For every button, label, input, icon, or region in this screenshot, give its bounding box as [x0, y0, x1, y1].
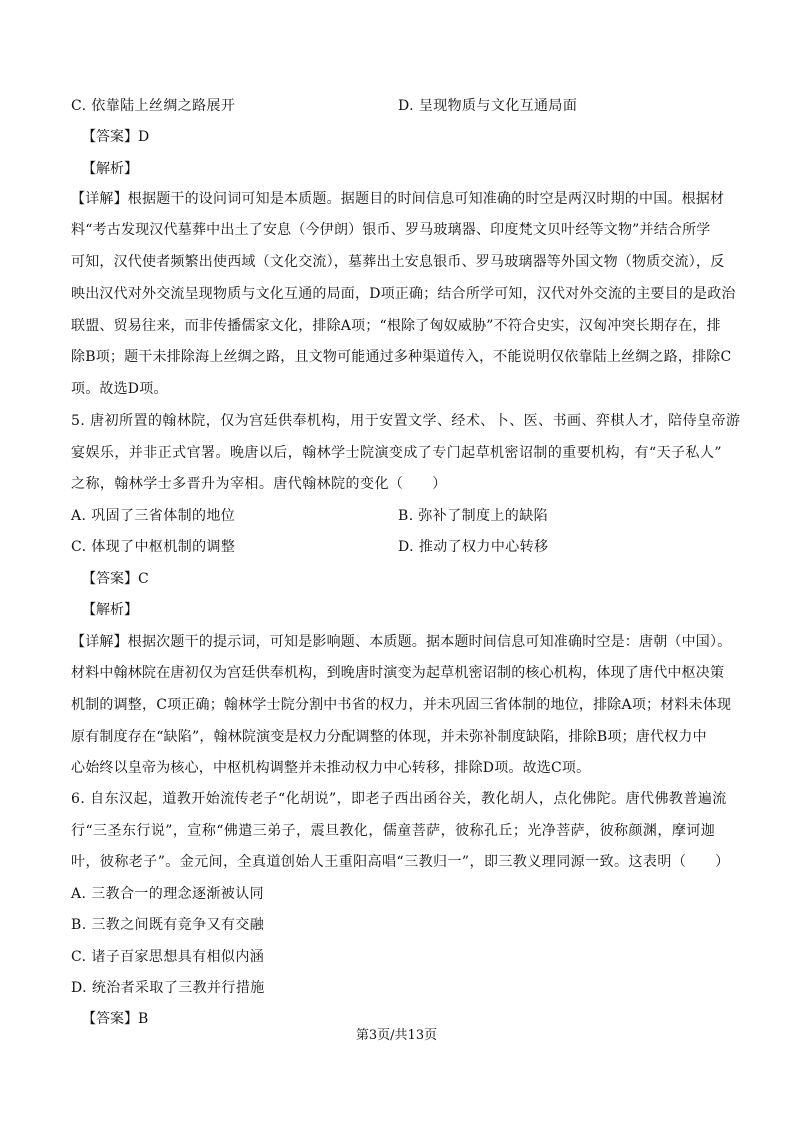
q5-stem-line: 宴娱乐，并非正式官署。晚唐以后，翰林学士院演变成了专门起草机密诏制的重要机构，有“天子私人” [71, 445, 723, 461]
q4-explanation-line: 联盟、贸易往来，而非传播儒家文化，排除A项；“根除了匈奴威胁”不符合史实，汉匈冲突长期存在，排 [71, 318, 721, 334]
q4-answer: 【答案】D [82, 129, 150, 145]
q5-answer: 【答案】C [82, 571, 149, 587]
q5-stem-line: 之称，翰林学士多晋升为宰相。唐代翰林院的变化（ ） [71, 476, 447, 492]
q6-stem-line: 叶，彼称老子”。金元间，全真道创始人王重阳高唱“三教归一”，即三教义理同源一致。这表明（ ） [71, 854, 730, 870]
q6-option-a: A. 三教合一的理念逐渐被认同 [71, 886, 265, 902]
q4-explanation-line: 可知，汉代使者频繁出使西域（文化交流），墓葬出土安息银币、罗马玻璃器等外国文物（物质交流），反 [71, 254, 725, 270]
page-number-footer: 第3页/共13页 [355, 1028, 438, 1043]
q5-option-a: A. 巩固了三省体制的地位 [71, 508, 236, 524]
q4-explanation-line: 项。故选D项。 [71, 381, 168, 397]
q5-stem-line: 5. 唐初所置的翰林院，仅为宫廷供奉机构，用于安置文学、经术、卜、医、书画、弈棋人才，陪侍皇帝游 [71, 413, 741, 429]
q4-explanation-line: 映出汉代对外交流呈现物质与文化互通的局面，D项正确；结合所学可知，汉代对外交流的主要目的是政治 [71, 286, 736, 302]
q5-explanation-line: 机制的调整，C项正确；翰林学士院分割中书省的权力，并未巩固三省体制的地位，排除A项；材料未体现 [71, 697, 732, 713]
q4-analysis-label: 【解析】 [82, 161, 138, 177]
q6-answer: 【答案】B [82, 1011, 149, 1027]
q5-explanation-line: 心始终以皇帝为核心，中枢机构调整并未推动权力中心转移，排除D项。故选C项。 [71, 760, 591, 776]
q6-stem-line: 行“三圣东行说”，宣称“佛遣三弟子，震旦教化，儒童菩萨，彼称孔丘；光净菩萨，彼称颜渊，摩诃迦 [71, 823, 716, 839]
q5-option-d: D. 推动了权力中心转移 [398, 539, 549, 555]
q6-stem-line: 6. 自东汉起，道教开始流传老子“化胡说”，即老子西出函谷关，教化胡人，点化佛陀。唐代佛教普遍流 [71, 791, 727, 807]
q5-option-b: B. 弥补了制度上的缺陷 [398, 508, 548, 524]
q4-explanation-line: 料“考古发现汉代墓葬中出土了安息（今伊朗）银币、罗马玻璃器、印度梵文贝叶经等文物”并结合所学 [71, 222, 711, 238]
q6-option-d: D. 统治者采取了三教并行措施 [71, 980, 265, 996]
q4-explanation-line: 除B项；题干未排除海上丝绸之路，且文物可能通过多种渠道传入，不能说明仅依靠陆上丝绸之路，排除C [71, 349, 732, 365]
q4-explanation-line: 【详解】根据题干的设问词可知是本质题。据题目的时间信息可知准确的时空是两汉时期的中国。根据材 [71, 191, 725, 207]
q4-option-c: C. 依靠陆上丝绸之路展开 [71, 98, 236, 114]
q4-option-d: D. 呈现物质与文化互通局面 [398, 98, 578, 114]
q5-explanation-line: 原有制度存在“缺陷”，翰林院演变是权力分配调整的体现，并未弥补制度缺陷，排除B项；唐代权力中 [71, 729, 707, 745]
q5-explanation-line: 材料中翰林院在唐初仅为宫廷供奉机构，到晚唐时演变为起草机密诏制的核心机构，体现了唐代中枢决策 [71, 665, 725, 681]
q6-option-c: C. 诸子百家思想具有相似内涵 [71, 949, 265, 965]
q5-option-c: C. 体现了中枢机制的调整 [71, 539, 236, 555]
q6-option-b: B. 三教之间既有竞争又有交融 [71, 917, 265, 933]
q5-analysis-label: 【解析】 [82, 602, 138, 618]
q5-explanation-line: 【详解】根据次题干的提示词，可知是影响题、本质题。据本题时间信息可知准确时空是：唐朝（中国）。 [71, 634, 732, 650]
